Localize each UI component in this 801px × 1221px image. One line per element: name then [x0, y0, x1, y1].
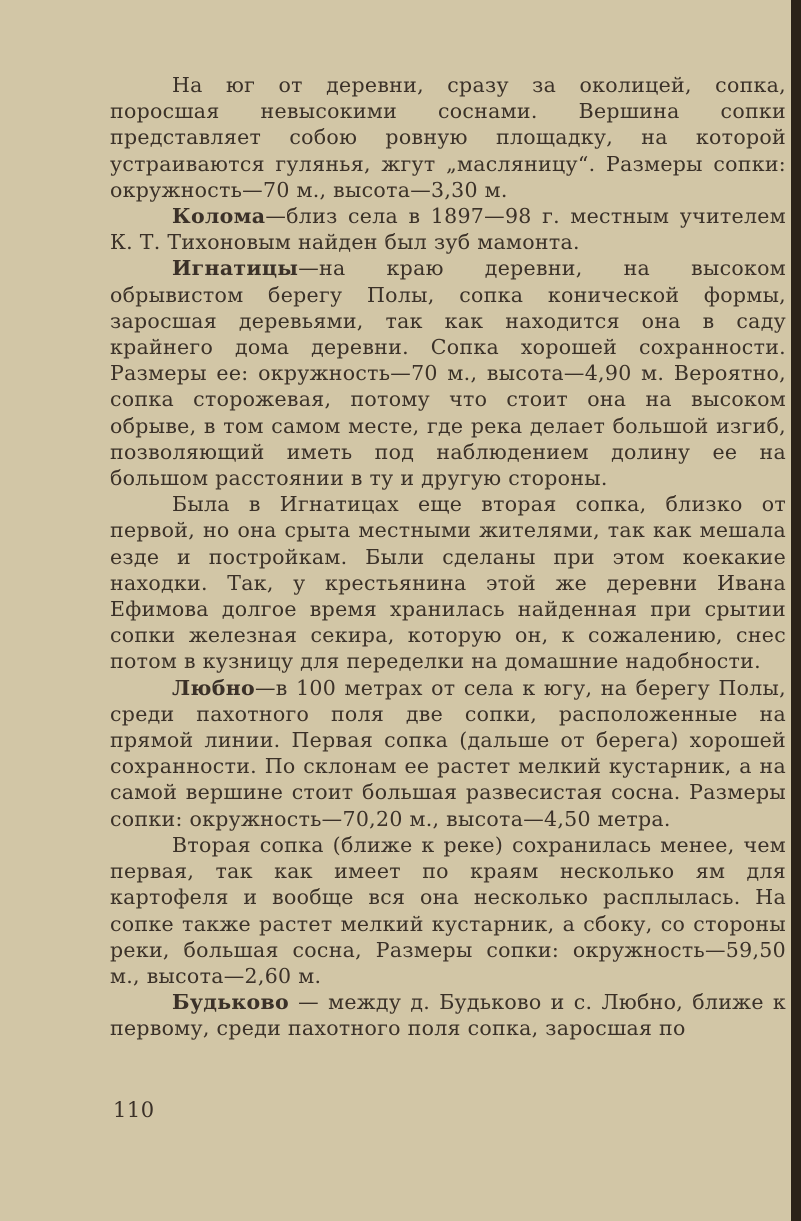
paragraph-lead: Игнатицы: [172, 256, 299, 281]
paragraph-lead: Колома: [172, 204, 266, 229]
paragraph-text: — между д. Будьково и с. Любно, ближе к первому, среди пахотного поля сопка, заросшая по: [110, 990, 786, 1041]
paragraph-lead: Любно: [172, 675, 255, 700]
paragraph-text: На юг от деревни, сразу за околицей, сопка, поросшая невысокими соснами. Вершина сопки представляет собою ровную площадку, на которой устраиваются гулянья, жгут „масляницу“. Размеры сопки: окружность—70 м., высота—3,30 м.: [110, 73, 786, 202]
paragraph: [110, 675, 786, 832]
paragraph: [110, 203, 786, 255]
page-edge-shadow: [791, 0, 801, 1221]
paragraph-text: —в 100 метрах от села к югу, на берегу Полы, среди пахотного поля две сопки, расположенные на прямой линии. Первая сопка (дальше от берега) хорошей сохранности. По склонам ее растет мелкий кустарник, а на самой вершине стоит большая развесистая сосна. Размеры сопки: окружность—70,20 м., высота—4,50 метра.: [110, 675, 786, 831]
paragraph: [110, 832, 786, 989]
paragraph-lead: Будьково: [172, 990, 290, 1015]
page-number: 110: [113, 1098, 155, 1122]
paragraph: [110, 72, 786, 203]
paragraph-text: Была в Игнатицах еще вторая сопка, близко от первой, но она срыта местными жителями, так как мешала езде и постройкам. Были сделаны при этом коекакие находки. Так, у крестьянина этой же деревни Ивана Ефимова долгое время хранилась найденная при срытии сопки железная секира, которую он, к сожалению, снес потом в кузницу для переделки на домашние надобности.: [110, 492, 786, 674]
paragraph: [110, 255, 786, 491]
paragraph-text: —на краю деревни, на высоком обрывистом берегу Полы, сопка конической формы, заросшая деревьями, так как находится она в саду крайнего дома деревни. Сопка хорошей сохранности. Размеры ее: окружность—70 м., высота—4,90 м. Вероятно, сопка сторожевая, потому что стоит она на высоком обрыве, в том самом месте, где река делает большой изгиб, позволяющий иметь под наблюдением долину ее на большом расстоянии в ту и другую стороны.: [110, 256, 786, 491]
paragraph-text: Вторая сопка (ближе к реке) сохранилась менее, чем первая, так как имеет по краям несколько ям для картофеля и вообще вся она несколько расплылась. На сопке также растет мелкий кустарник, а сбоку, со стороны реки, большая сосна, Размеры сопки: окружность—59,50 м., высота—2,60 м.: [110, 832, 786, 988]
paragraph: [110, 989, 786, 1041]
page-text: [110, 72, 786, 1042]
paragraph: [110, 491, 786, 674]
paragraph-text: —близ села в 1897—98 г. местным учителем К. Т. Тихоновым найден был зуб мамонта.: [110, 204, 786, 255]
